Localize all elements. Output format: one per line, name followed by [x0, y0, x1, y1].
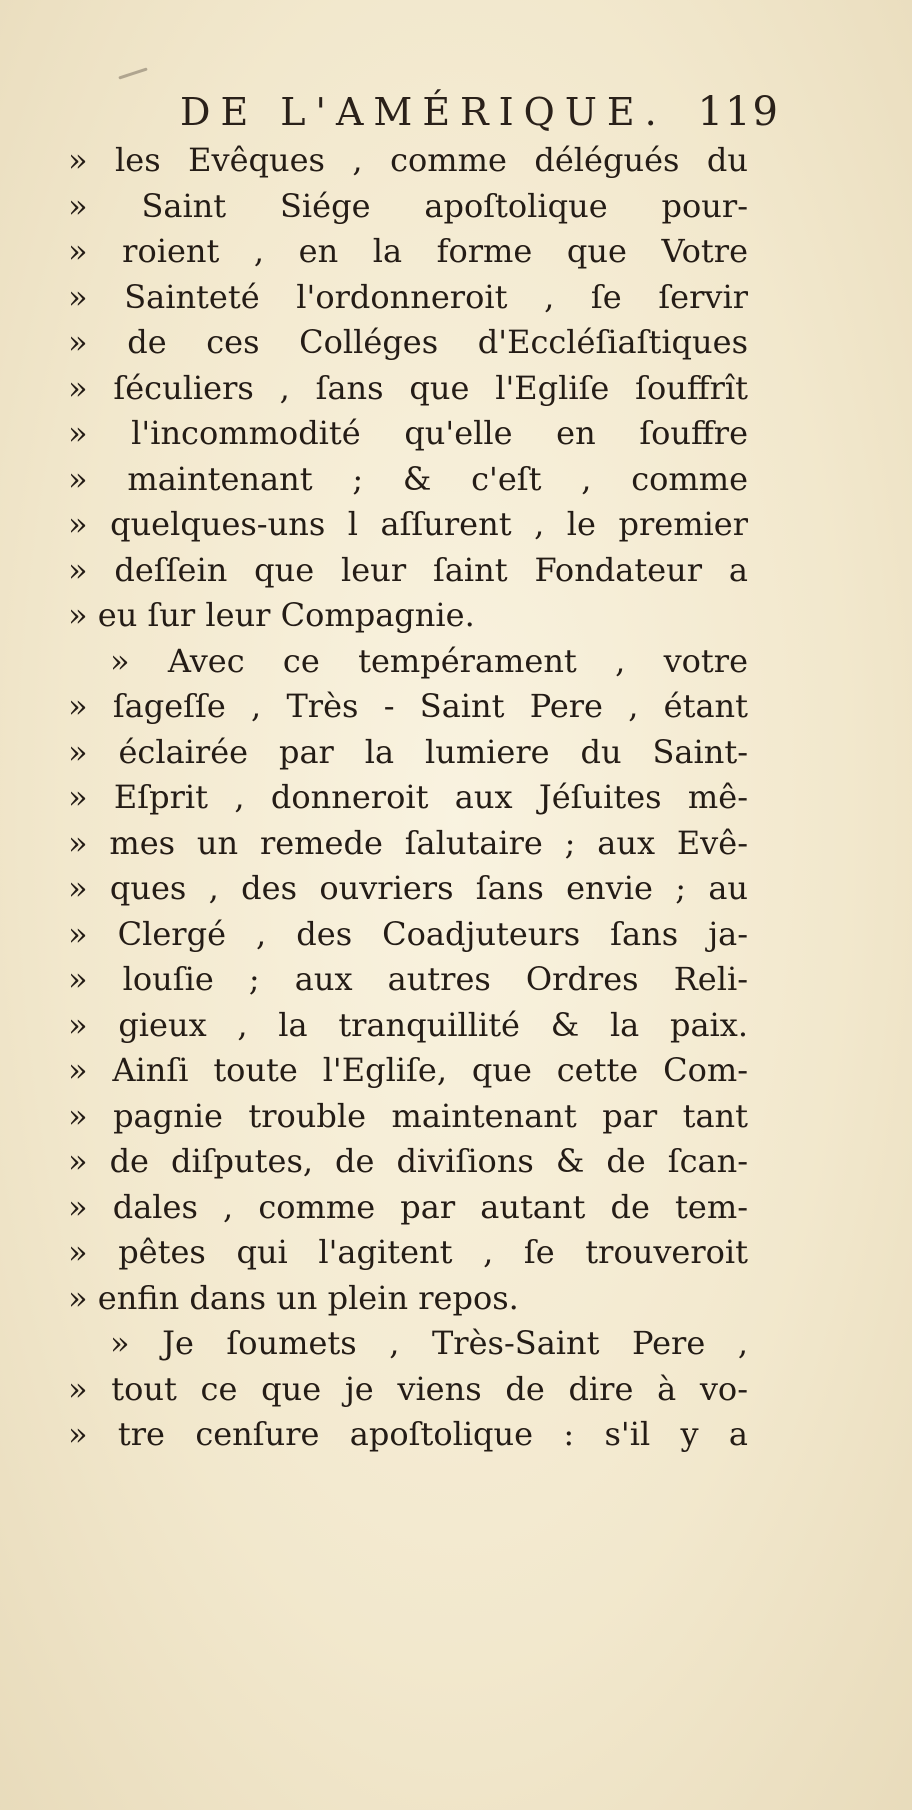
text-line: » éclairée par la lumiere du Saint-	[68, 732, 748, 771]
text-line: » roient , en la forme que Votre	[68, 232, 748, 270]
text-line: » deſſein que leur ſaint Fondateur a	[68, 550, 748, 589]
text-line: » louſie ; aux autres Ordres Reli-	[68, 960, 748, 998]
text-line: » pagnie trouble maintenant par tant	[68, 1096, 748, 1135]
text-line: » de diſputes, de diviſions & de ſcan-	[68, 1142, 748, 1180]
text-line: » Sainteté l'ordonneroit , ſe ſervir	[68, 277, 748, 316]
text-line: » Clergé , des Coadjuteurs ſans ja-	[68, 914, 748, 953]
text-line: » Ainſi toute l'Egliſe, que cette Com-	[68, 1051, 748, 1089]
text-line: » Je ſoumets , Très-Saint Pere ,	[110, 1324, 748, 1362]
text-line: » pêtes qui l'agitent , ſe trouveroit	[68, 1233, 748, 1271]
text-line: » Avec ce tempérament , votre	[110, 641, 748, 680]
text-line: » mes un remede ſalutaire ; aux Evê-	[68, 823, 748, 862]
body-text	[68, 138, 748, 1458]
page-header	[180, 78, 780, 138]
ink-speck	[118, 67, 147, 79]
text-line: » quelques-uns l aſſurent , le premier	[68, 505, 748, 543]
text-line: » dales , comme par autant de tem-	[68, 1187, 748, 1226]
text-line: » Saint Siége apoſtolique pour-	[68, 186, 748, 225]
running-title: DE L'AMÉRIQUE.	[180, 90, 667, 134]
text-line: » ſageſſe , Très - Saint Pere , étant	[68, 687, 748, 725]
text-line: » ques , des ouvriers ſans envie ; au	[68, 869, 748, 907]
page-number: 119	[697, 89, 780, 135]
text-line: » enfin dans un plein repos.	[68, 1278, 519, 1317]
text-line: » tout ce que je viens de dire à vo-	[68, 1369, 748, 1408]
text-line: » Eſprit , donneroit aux Jéſuites mê-	[68, 778, 748, 816]
text-line: » maintenant ; & c'eſt , comme	[68, 459, 748, 498]
text-line: » tre cenſure apoſtolique : s'il y a	[68, 1415, 748, 1453]
text-line: » de ces Colléges d'Eccléſiaſtiques	[68, 323, 748, 361]
text-line: » ſéculiers , ſans que l'Egliſe ſouffrît	[68, 368, 748, 407]
text-line: » les Evêques , comme délégués du	[68, 141, 748, 179]
text-line: » eu ſur leur Compagnie.	[68, 596, 475, 634]
text-line: » l'incommodité qu'elle en ſouffre	[68, 414, 748, 452]
text-line: » gieux , la tranquillité & la paix.	[68, 1005, 748, 1044]
